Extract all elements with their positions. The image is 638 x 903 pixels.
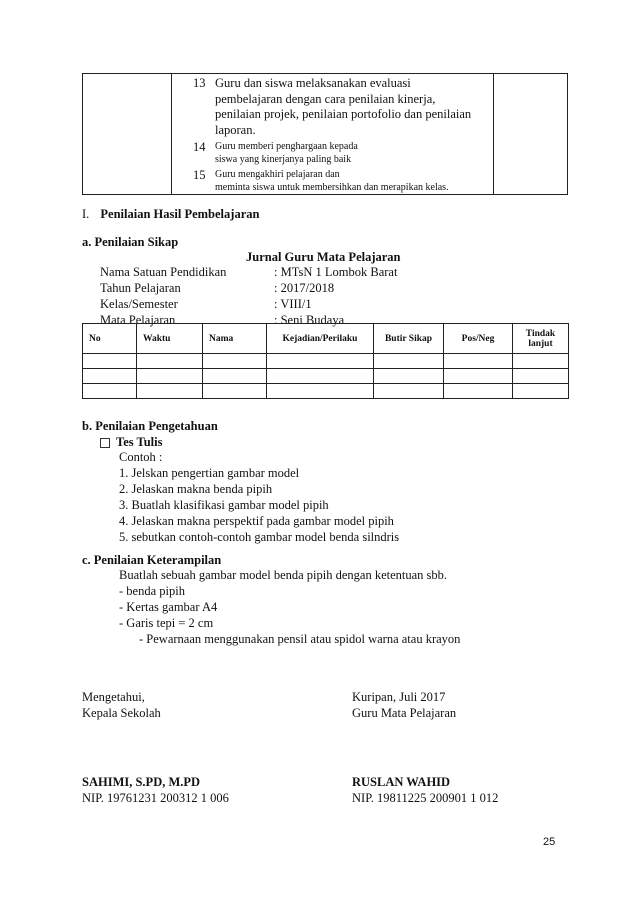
table-cell	[444, 369, 513, 384]
journal-title: Jurnal Guru Mata Pelajaran	[246, 250, 401, 264]
activity-step	[193, 140, 495, 166]
table-cell	[513, 384, 569, 399]
table-cell	[374, 384, 444, 399]
signature-left-name	[82, 774, 229, 806]
table-cell	[203, 384, 267, 399]
table-cell	[203, 354, 267, 369]
step-number: 14	[193, 140, 206, 154]
step-line: penilaian projek, penilaian portofolio dan penilaian	[215, 107, 472, 121]
step-text	[215, 76, 495, 138]
sig-nip: NIP. 19811225 200901 1 012	[352, 791, 499, 805]
table-cell	[267, 384, 374, 399]
sig-name: RUSLAN WAHID	[352, 775, 451, 789]
tes-tulis-heading	[100, 434, 162, 450]
table-row	[83, 354, 569, 369]
table-cell	[83, 384, 137, 399]
keterampilan-list	[119, 567, 460, 647]
section-title: Penilaian Hasil Pembelajaran	[100, 207, 260, 221]
step-text	[215, 168, 495, 194]
info-value: : Seni Budaya	[274, 313, 345, 327]
checkbox-icon	[100, 438, 110, 448]
info-label: Kelas/Semester	[100, 297, 178, 311]
table-cell	[374, 354, 444, 369]
info-label: Tahun Pelajaran	[100, 281, 181, 295]
col-header: Pos/Neg	[444, 324, 513, 354]
col-header: Tindak lanjut	[513, 324, 569, 354]
col-header: No	[83, 324, 137, 354]
list-item: 4. Jelaskan makna perspektif pada gambar model pipih	[119, 514, 394, 528]
col-header: Nama	[203, 324, 267, 354]
step-number: 13	[193, 76, 206, 90]
keterampilan-heading: c. Penilaian Keterampilan	[82, 553, 222, 567]
table-cell	[513, 354, 569, 369]
list-item: 3. Buatlah klasifikasi gambar model pipih	[119, 498, 329, 512]
table-cell	[83, 369, 137, 384]
info-value: : VIII/1	[274, 297, 312, 311]
journal-table	[82, 323, 569, 399]
table-cell	[267, 369, 374, 384]
table-cell	[83, 354, 137, 369]
info-row	[100, 280, 397, 296]
step-number: 15	[193, 168, 206, 182]
sig-name: SAHIMI, S.PD, M.PD	[82, 775, 201, 789]
table-row	[83, 384, 569, 399]
activity-step	[193, 168, 495, 194]
col-header: Waktu	[137, 324, 203, 354]
table-cell	[444, 384, 513, 399]
list-item: 1. Jelskan pengertian gambar model	[119, 466, 300, 480]
table-divider	[171, 74, 172, 194]
signature-left	[82, 689, 161, 721]
info-value: : 2017/2018	[274, 281, 335, 295]
instruction-text: Buatlah sebuah gambar model benda pipih dengan ketentuan sbb.	[119, 568, 448, 582]
list-item: - Kertas gambar A4	[119, 600, 218, 614]
list-item: - benda pipih	[119, 584, 185, 598]
info-label: Mata Pelajaran	[100, 313, 176, 327]
table-cell	[137, 369, 203, 384]
question-list	[119, 449, 399, 545]
table-cell	[267, 354, 374, 369]
pengetahuan-heading: b. Penilaian Pengetahuan	[82, 419, 218, 433]
list-item: - Pewarnaan menggunakan pensil atau spidol warna atau krayon	[139, 632, 461, 646]
table-cell	[513, 369, 569, 384]
page-number: 25	[543, 836, 556, 848]
activity-steps	[193, 76, 495, 194]
tes-tulis-label: Tes Tulis	[116, 435, 163, 449]
section-number: I.	[82, 207, 90, 221]
step-line: Guru memberi penghargaan kepada	[215, 141, 358, 152]
list-item: - Garis tepi = 2 cm	[119, 616, 214, 630]
section-heading	[82, 206, 259, 222]
table-cell	[203, 369, 267, 384]
col-header: Kejadian/Perilaku	[267, 324, 374, 354]
activity-step	[193, 76, 495, 138]
sikap-heading: a. Penilaian Sikap	[82, 235, 179, 249]
sig-line: Kuripan, Juli 2017	[352, 690, 446, 704]
step-line: laporan.	[215, 122, 256, 137]
col-header: Butir Sikap	[374, 324, 444, 354]
info-label: Nama Satuan Pendidikan	[100, 265, 227, 279]
sig-role: Kepala Sekolah	[82, 706, 161, 720]
list-item: 2. Jelaskan makna benda pipih	[119, 482, 273, 496]
journal-info	[100, 264, 397, 328]
table-cell	[444, 354, 513, 369]
step-line: siswa yang kinerjanya paling baik	[215, 154, 352, 165]
info-row	[100, 296, 397, 312]
sig-nip: NIP. 19761231 200312 1 006	[82, 791, 229, 805]
table-cell	[137, 384, 203, 399]
sig-line: Mengetahui,	[82, 690, 145, 704]
signature-right	[352, 689, 456, 721]
table-row	[83, 369, 569, 384]
step-line: pembelajaran dengan cara penilaian kinerja,	[215, 91, 436, 106]
step-line: Guru dan siswa melaksanakan evaluasi	[215, 76, 411, 90]
table-cell	[374, 369, 444, 384]
step-line: Guru mengakhiri pelajaran dan	[215, 169, 340, 180]
table-header-row	[83, 324, 569, 354]
list-item: 5. sebutkan contoh-contoh gambar model benda silndris	[119, 530, 400, 544]
step-line: meminta siswa untuk membersihkan dan merapikan kelas.	[215, 182, 449, 193]
step-text	[215, 140, 495, 166]
signature-right-name	[352, 774, 498, 806]
contoh-label: Contoh :	[119, 450, 163, 464]
sig-role: Guru Mata Pelajaran	[352, 706, 457, 720]
info-row	[100, 264, 397, 280]
info-value: : MTsN 1 Lombok Barat	[274, 265, 398, 279]
table-cell	[137, 354, 203, 369]
